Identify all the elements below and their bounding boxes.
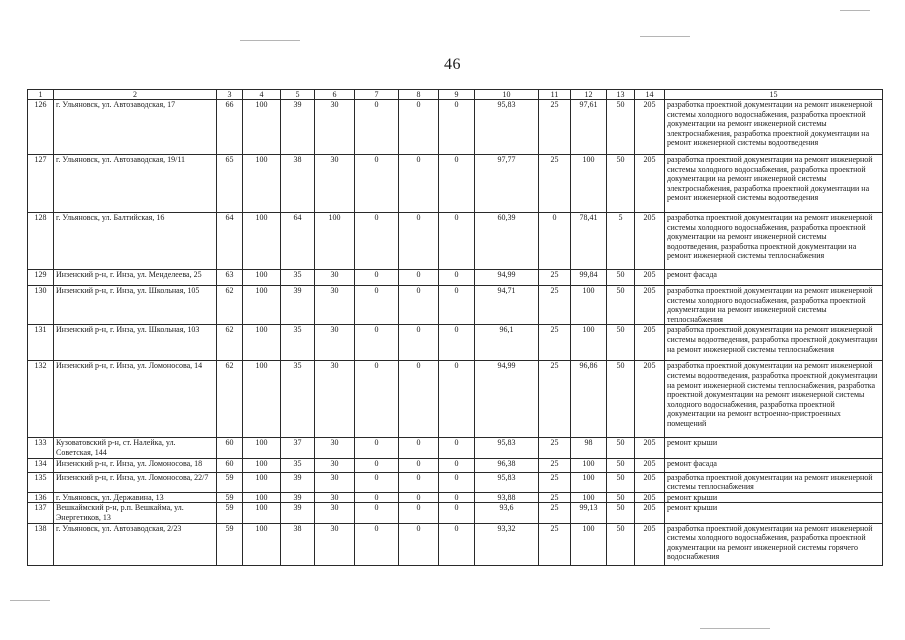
row-number: 134 — [28, 458, 54, 472]
value-col-14: 205 — [635, 325, 665, 361]
value-col-4: 100 — [243, 100, 281, 155]
value-col-4: 100 — [243, 361, 281, 438]
works-description: ремонт фасада — [665, 458, 883, 472]
value-col-3: 62 — [217, 325, 243, 361]
table-row — [28, 503, 883, 523]
value-col-3: 59 — [217, 492, 243, 503]
value-col-10: 96,1 — [475, 325, 539, 361]
address: г. Ульяновск, ул. Балтийская, 16 — [54, 213, 217, 270]
table-row — [28, 438, 883, 458]
value-col-13: 50 — [607, 492, 635, 503]
value-col-3: 64 — [217, 213, 243, 270]
value-col-11: 25 — [539, 155, 571, 213]
value-col-14: 205 — [635, 213, 665, 270]
page-number: 46 — [444, 56, 461, 73]
value-col-6: 30 — [315, 361, 355, 438]
value-col-13: 5 — [607, 213, 635, 270]
value-col-8: 0 — [399, 492, 439, 503]
table-row — [28, 213, 883, 270]
row-number: 130 — [28, 286, 54, 325]
value-col-3: 59 — [217, 523, 243, 565]
value-col-7: 0 — [355, 325, 399, 361]
value-col-5: 35 — [281, 361, 315, 438]
value-col-7: 0 — [355, 472, 399, 492]
value-col-3: 59 — [217, 472, 243, 492]
value-col-3: 62 — [217, 286, 243, 325]
value-col-10: 60,39 — [475, 213, 539, 270]
value-col-5: 35 — [281, 325, 315, 361]
value-col-3: 60 — [217, 458, 243, 472]
works-description: разработка проектной документации на ремонт инженерной системы холодного водоснабжения, разработка проектной документации на ремонт инженерной системы горячего водоснабжения — [665, 523, 883, 565]
value-col-9: 0 — [439, 155, 475, 213]
value-col-8: 0 — [399, 325, 439, 361]
value-col-8: 0 — [399, 155, 439, 213]
table-row — [28, 523, 883, 565]
value-col-5: 37 — [281, 438, 315, 458]
column-number: 2 — [54, 90, 217, 100]
column-number: 9 — [439, 90, 475, 100]
value-col-6: 30 — [315, 472, 355, 492]
value-col-14: 205 — [635, 503, 665, 523]
value-col-4: 100 — [243, 286, 281, 325]
address: г. Ульяновск, ул. Державина, 13 — [54, 492, 217, 503]
address: Инзенский р-н, г. Инза, ул. Школьная, 105 — [54, 286, 217, 325]
value-col-8: 0 — [399, 503, 439, 523]
value-col-13: 50 — [607, 325, 635, 361]
value-col-10: 94,71 — [475, 286, 539, 325]
value-col-5: 39 — [281, 100, 315, 155]
value-col-12: 97,61 — [571, 100, 607, 155]
value-col-14: 205 — [635, 286, 665, 325]
value-col-12: 99,84 — [571, 270, 607, 286]
column-number: 15 — [665, 90, 883, 100]
table-row — [28, 361, 883, 438]
value-col-9: 0 — [439, 472, 475, 492]
registry-body — [28, 90, 883, 566]
works-description: ремонт крыши — [665, 438, 883, 458]
works-description: разработка проектной документации на ремонт инженерной системы водоотведения, разработка проектной документации на ремонт инженерной системы теплоснабжения, разработка проектной документации на ремонт инженерной системы холодного водоснабжения, разработка проектной документации на ремонт встроенно-пристроенных помещений — [665, 361, 883, 438]
table-row — [28, 325, 883, 361]
column-number: 1 — [28, 90, 54, 100]
value-col-6: 30 — [315, 286, 355, 325]
value-col-6: 30 — [315, 325, 355, 361]
value-col-11: 25 — [539, 100, 571, 155]
value-col-4: 100 — [243, 472, 281, 492]
address: г. Ульяновск, ул. Автозаводская, 2/23 — [54, 523, 217, 565]
value-col-12: 100 — [571, 325, 607, 361]
value-col-12: 78,41 — [571, 213, 607, 270]
value-col-5: 39 — [281, 492, 315, 503]
value-col-14: 205 — [635, 458, 665, 472]
address: Инзенский р-н, г. Инза, ул. Менделеева, 25 — [54, 270, 217, 286]
address: Кузоватовский р-н, ст. Налейка, ул. Советская, 144 — [54, 438, 217, 458]
value-col-3: 62 — [217, 361, 243, 438]
value-col-13: 50 — [607, 270, 635, 286]
row-number: 128 — [28, 213, 54, 270]
value-col-4: 100 — [243, 325, 281, 361]
value-col-6: 30 — [315, 155, 355, 213]
scan-artifact — [840, 10, 870, 11]
table-row — [28, 155, 883, 213]
value-col-4: 100 — [243, 438, 281, 458]
value-col-6: 30 — [315, 492, 355, 503]
table-row — [28, 100, 883, 155]
value-col-9: 0 — [439, 492, 475, 503]
row-number: 133 — [28, 438, 54, 458]
works-description: разработка проектной документации на ремонт инженерной системы холодного водоснабжения, разработка проектной документации на ремонт инженерной системы теплоснабжения — [665, 286, 883, 325]
value-col-5: 38 — [281, 155, 315, 213]
value-col-10: 96,38 — [475, 458, 539, 472]
value-col-6: 30 — [315, 458, 355, 472]
value-col-4: 100 — [243, 458, 281, 472]
value-col-6: 30 — [315, 270, 355, 286]
value-col-6: 30 — [315, 523, 355, 565]
table-row — [28, 472, 883, 492]
value-col-9: 0 — [439, 213, 475, 270]
row-number: 138 — [28, 523, 54, 565]
table-row — [28, 270, 883, 286]
table-row — [28, 458, 883, 472]
works-description: ремонт фасада — [665, 270, 883, 286]
value-col-10: 95,83 — [475, 100, 539, 155]
value-col-10: 95,83 — [475, 438, 539, 458]
value-col-3: 66 — [217, 100, 243, 155]
value-col-11: 25 — [539, 523, 571, 565]
value-col-4: 100 — [243, 503, 281, 523]
value-col-5: 39 — [281, 286, 315, 325]
value-col-7: 0 — [355, 438, 399, 458]
value-col-7: 0 — [355, 492, 399, 503]
value-col-4: 100 — [243, 523, 281, 565]
row-number: 132 — [28, 361, 54, 438]
value-col-13: 50 — [607, 523, 635, 565]
value-col-14: 205 — [635, 523, 665, 565]
row-number: 131 — [28, 325, 54, 361]
works-description: ремонт крыши — [665, 492, 883, 503]
address: г. Ульяновск, ул. Автозаводская, 19/11 — [54, 155, 217, 213]
value-col-11: 25 — [539, 361, 571, 438]
value-col-6: 30 — [315, 100, 355, 155]
column-number: 10 — [475, 90, 539, 100]
value-col-9: 0 — [439, 270, 475, 286]
works-description: разработка проектной документации на ремонт инженерной системы теплоснабжения — [665, 472, 883, 492]
value-col-5: 38 — [281, 523, 315, 565]
value-col-4: 100 — [243, 155, 281, 213]
table-row — [28, 492, 883, 503]
column-number-row — [28, 90, 883, 100]
value-col-3: 60 — [217, 438, 243, 458]
value-col-7: 0 — [355, 100, 399, 155]
value-col-5: 35 — [281, 458, 315, 472]
row-number: 135 — [28, 472, 54, 492]
address: Инзенский р-н, г. Инза, ул. Ломоносова, 18 — [54, 458, 217, 472]
value-col-5: 64 — [281, 213, 315, 270]
value-col-9: 0 — [439, 100, 475, 155]
value-col-11: 25 — [539, 492, 571, 503]
value-col-8: 0 — [399, 270, 439, 286]
value-col-13: 50 — [607, 458, 635, 472]
row-number: 136 — [28, 492, 54, 503]
scan-artifact — [240, 40, 300, 41]
value-col-11: 25 — [539, 270, 571, 286]
value-col-7: 0 — [355, 213, 399, 270]
works-description: разработка проектной документации на ремонт инженерной системы холодного водоснабжения, разработка проектной документации на ремонт инженерной системы водоотведения, разработка проектной документации на ремонт инженерной системы теплоснабжения — [665, 213, 883, 270]
value-col-11: 25 — [539, 325, 571, 361]
column-number: 7 — [355, 90, 399, 100]
row-number: 127 — [28, 155, 54, 213]
value-col-11: 25 — [539, 438, 571, 458]
column-number: 11 — [539, 90, 571, 100]
value-col-14: 205 — [635, 270, 665, 286]
value-col-13: 50 — [607, 100, 635, 155]
value-col-12: 100 — [571, 492, 607, 503]
value-col-9: 0 — [439, 458, 475, 472]
value-col-6: 30 — [315, 503, 355, 523]
row-number: 137 — [28, 503, 54, 523]
value-col-3: 65 — [217, 155, 243, 213]
works-description: разработка проектной документации на ремонт инженерной системы холодного водоснабжения, разработка проектной документации на ремонт инженерной системы электроснабжения, разработка проектной документации на ремонт инженерной системы водоотведения — [665, 100, 883, 155]
value-col-13: 50 — [607, 472, 635, 492]
value-col-8: 0 — [399, 100, 439, 155]
value-col-11: 0 — [539, 213, 571, 270]
address: Инзенский р-н, г. Инза, ул. Ломоносова, 22/7 — [54, 472, 217, 492]
value-col-8: 0 — [399, 458, 439, 472]
value-col-8: 0 — [399, 523, 439, 565]
value-col-7: 0 — [355, 458, 399, 472]
value-col-11: 25 — [539, 458, 571, 472]
value-col-7: 0 — [355, 286, 399, 325]
value-col-7: 0 — [355, 523, 399, 565]
column-number: 8 — [399, 90, 439, 100]
works-description: разработка проектной документации на ремонт инженерной системы водоотведения, разработка проектной документации на ремонт инженерной системы теплоснабжения — [665, 325, 883, 361]
value-col-10: 95,83 — [475, 472, 539, 492]
table-row — [28, 286, 883, 325]
column-number: 6 — [315, 90, 355, 100]
value-col-8: 0 — [399, 213, 439, 270]
row-number: 126 — [28, 100, 54, 155]
column-number: 4 — [243, 90, 281, 100]
value-col-11: 25 — [539, 472, 571, 492]
address: Инзенский р-н, г. Инза, ул. Школьная, 103 — [54, 325, 217, 361]
value-col-5: 35 — [281, 270, 315, 286]
value-col-10: 93,88 — [475, 492, 539, 503]
value-col-6: 100 — [315, 213, 355, 270]
value-col-10: 93,6 — [475, 503, 539, 523]
value-col-7: 0 — [355, 503, 399, 523]
value-col-14: 205 — [635, 438, 665, 458]
value-col-12: 100 — [571, 155, 607, 213]
value-col-12: 100 — [571, 458, 607, 472]
value-col-5: 39 — [281, 503, 315, 523]
works-description: разработка проектной документации на ремонт инженерной системы холодного водоснабжения, разработка проектной документации на ремонт инженерной системы электроснабжения, разработка проектной документации на ремонт инженерной системы водоотведения — [665, 155, 883, 213]
value-col-10: 94,99 — [475, 270, 539, 286]
value-col-6: 30 — [315, 438, 355, 458]
value-col-7: 0 — [355, 155, 399, 213]
value-col-3: 63 — [217, 270, 243, 286]
value-col-7: 0 — [355, 361, 399, 438]
value-col-11: 25 — [539, 286, 571, 325]
row-number: 129 — [28, 270, 54, 286]
address: г. Ульяновск, ул. Автозаводская, 17 — [54, 100, 217, 155]
value-col-12: 96,86 — [571, 361, 607, 438]
scan-artifact — [700, 628, 770, 629]
value-col-14: 205 — [635, 361, 665, 438]
column-number: 13 — [607, 90, 635, 100]
value-col-11: 25 — [539, 503, 571, 523]
value-col-13: 50 — [607, 361, 635, 438]
value-col-10: 94,99 — [475, 361, 539, 438]
value-col-14: 205 — [635, 155, 665, 213]
value-col-7: 0 — [355, 270, 399, 286]
registry-table — [27, 89, 883, 566]
value-col-3: 59 — [217, 503, 243, 523]
address: Инзенский р-н, г. Инза, ул. Ломоносова, 14 — [54, 361, 217, 438]
column-number: 5 — [281, 90, 315, 100]
value-col-8: 0 — [399, 286, 439, 325]
value-col-9: 0 — [439, 325, 475, 361]
value-col-12: 98 — [571, 438, 607, 458]
value-col-5: 39 — [281, 472, 315, 492]
address: Вешкаймский р-н, р.п. Вешкайма, ул. Энергетиков, 13 — [54, 503, 217, 523]
value-col-13: 50 — [607, 503, 635, 523]
scan-artifact — [10, 600, 50, 601]
value-col-13: 50 — [607, 438, 635, 458]
value-col-9: 0 — [439, 438, 475, 458]
value-col-12: 100 — [571, 523, 607, 565]
value-col-9: 0 — [439, 523, 475, 565]
value-col-10: 93,32 — [475, 523, 539, 565]
column-number: 3 — [217, 90, 243, 100]
value-col-4: 100 — [243, 213, 281, 270]
value-col-12: 100 — [571, 286, 607, 325]
value-col-4: 100 — [243, 270, 281, 286]
value-col-4: 100 — [243, 492, 281, 503]
value-col-12: 99,13 — [571, 503, 607, 523]
works-description: ремонт крыши — [665, 503, 883, 523]
value-col-8: 0 — [399, 361, 439, 438]
value-col-14: 205 — [635, 472, 665, 492]
value-col-8: 0 — [399, 438, 439, 458]
value-col-9: 0 — [439, 503, 475, 523]
scan-artifact — [640, 36, 690, 37]
value-col-8: 0 — [399, 472, 439, 492]
value-col-9: 0 — [439, 286, 475, 325]
value-col-14: 205 — [635, 100, 665, 155]
value-col-13: 50 — [607, 155, 635, 213]
value-col-12: 100 — [571, 472, 607, 492]
value-col-9: 0 — [439, 361, 475, 438]
value-col-13: 50 — [607, 286, 635, 325]
value-col-14: 205 — [635, 492, 665, 503]
column-number: 12 — [571, 90, 607, 100]
column-number: 14 — [635, 90, 665, 100]
value-col-10: 97,77 — [475, 155, 539, 213]
